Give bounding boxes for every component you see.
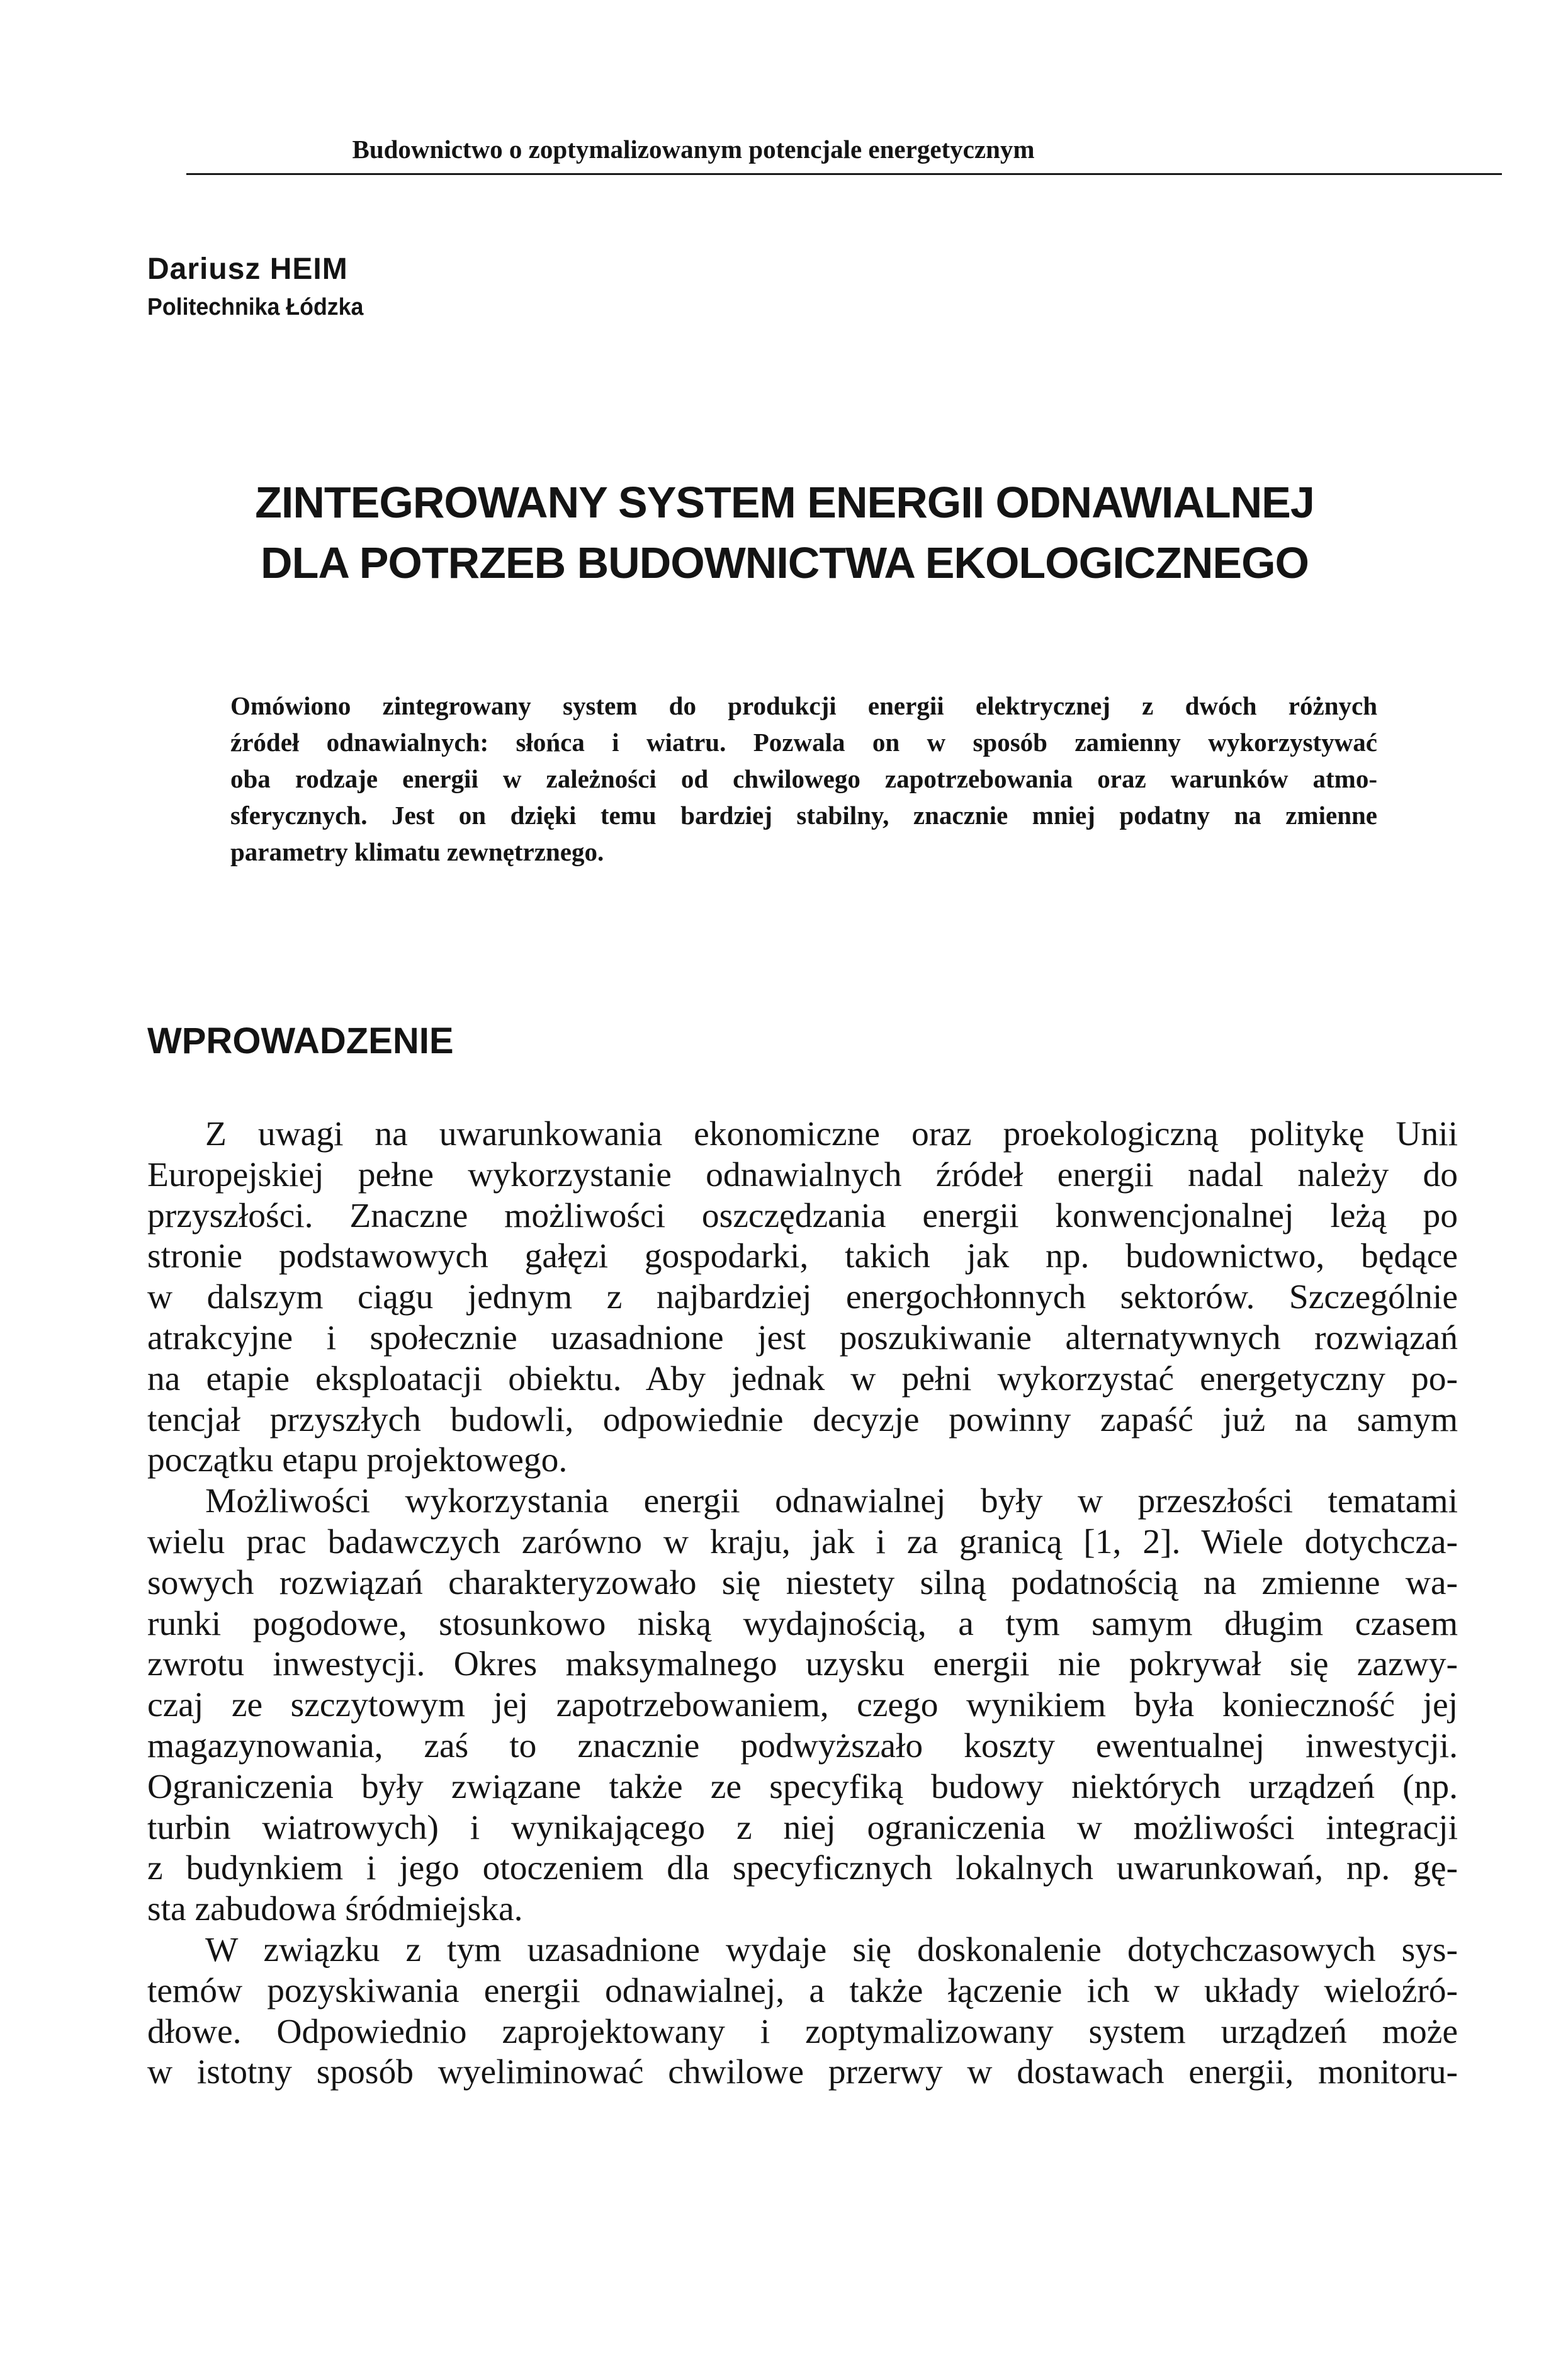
- body-line: sowych rozwiązań charakteryzowało się niestety silną podatnością na zmienne wa-: [147, 1563, 1458, 1602]
- body-line: magazynowania, zaś to znacznie podwyższało koszty ewentualnej inwestycji.: [147, 1726, 1458, 1765]
- body-line: przyszłości. Znaczne możliwości oszczędzania energii konwencjonalnej leżą po: [147, 1196, 1458, 1235]
- title-line: DLA POTRZEB BUDOWNICTWA EKOLOGICZNEGO: [261, 538, 1309, 587]
- abstract-line: Omówiono zintegrowany system do produkcji energii elektrycznej z dwóch różnych: [230, 691, 1377, 720]
- paper-title: [147, 472, 1422, 593]
- body-text: [147, 1114, 1458, 2093]
- title-line: ZINTEGROWANY SYSTEM ENERGII ODNAWIALNEJ: [255, 478, 1314, 527]
- body-line: na etapie eksploatacji obiektu. Aby jednak w pełni wykorzystać energetyczny po-: [147, 1359, 1458, 1398]
- abstract-line: oba rodzaje energii w zależności od chwilowego zapotrzebowania oraz warunków atmo-: [230, 764, 1377, 793]
- body-line: w dalszym ciągu jednym z najbardziej energochłonnych sektorów. Szczególnie: [147, 1278, 1458, 1317]
- body-line: stronie podstawowych gałęzi gospodarki, takich jak np. budownictwo, będące: [147, 1237, 1458, 1276]
- body-line: turbin wiatrowych) i wynikającego z niej ograniczenia w możliwości integracji: [147, 1808, 1458, 1847]
- body-line: W związku z tym uzasadnione wydaje się doskonalenie dotychczasowych sys-: [205, 1930, 1458, 1969]
- body-line: w istotny sposób wyeliminować chwilowe przerwy w dostawach energii, monitoru-: [147, 2053, 1458, 2092]
- body-line: dłowe. Odpowiednio zaprojektowany i zoptymalizowany system urządzeń może: [147, 2012, 1458, 2051]
- body-line: Z uwagi na uwarunkowania ekonomiczne oraz proekologiczną politykę Unii: [205, 1115, 1458, 1153]
- body-line: Europejskiej pełne wykorzystanie odnawialnych źródeł energii nadal należy do: [147, 1155, 1458, 1194]
- body-line: atrakcyjne i społecznie uzasadnione jest poszukiwanie alternatywnych rozwiązań: [147, 1318, 1458, 1357]
- running-header: Budownictwo o zoptymalizowanym potencjale energetycznym: [352, 135, 1035, 164]
- abstract-line: źródeł odnawialnych: słońca i wiatru. Pozwala on w sposób zamienny wykorzystywać: [230, 728, 1377, 757]
- body-line: Możliwości wykorzystania energii odnawialnej były w przeszłości tematami: [205, 1482, 1458, 1521]
- body-line: zwrotu inwestycji. Okres maksymalnego uzysku energii nie pokrywał się zazwy-: [147, 1645, 1458, 1684]
- abstract-line: parametry klimatu zewnętrznego.: [230, 837, 604, 866]
- author-affiliation: Politechnika Łódzka: [147, 294, 364, 320]
- body-line: tencjał przyszłych budowli, odpowiednie decyzje powinny zapaść już na samym: [147, 1400, 1458, 1439]
- section-heading: WPROWADZENIE: [147, 1020, 454, 1061]
- header-rule: [186, 173, 1502, 175]
- body-line: sta zabudowa śródmiejska.: [147, 1890, 523, 1929]
- body-line: temów pozyskiwania energii odnawialnej, a także łączenie ich w układy wieloźró-: [147, 1971, 1458, 2010]
- abstract-line: sferycznych. Jest on dzięki temu bardziej stabilny, znacznie mniej podatny na zmienne: [230, 801, 1377, 830]
- body-line: początku etapu projektowego.: [147, 1441, 568, 1480]
- author-block: [147, 251, 377, 325]
- body-line: runki pogodowe, stosunkowo niską wydajnością, a tym samym długim czasem: [147, 1604, 1458, 1643]
- abstract: [230, 687, 1377, 870]
- body-line: czaj ze szczytowym jej zapotrzebowaniem, czego wynikiem była konieczność jej: [147, 1686, 1458, 1725]
- body-line: wielu prac badawczych zarówno w kraju, jak i za granicą [1, 2]. Wiele dotychcza-: [147, 1522, 1458, 1561]
- author-name: Dariusz HEIM: [147, 252, 348, 286]
- body-line: Ograniczenia były związane także ze specyfiką budowy niektórych urządzeń (np.: [147, 1767, 1458, 1806]
- body-line: z budynkiem i jego otoczeniem dla specyficznych lokalnych uwarunkowań, np. gę-: [147, 1849, 1458, 1888]
